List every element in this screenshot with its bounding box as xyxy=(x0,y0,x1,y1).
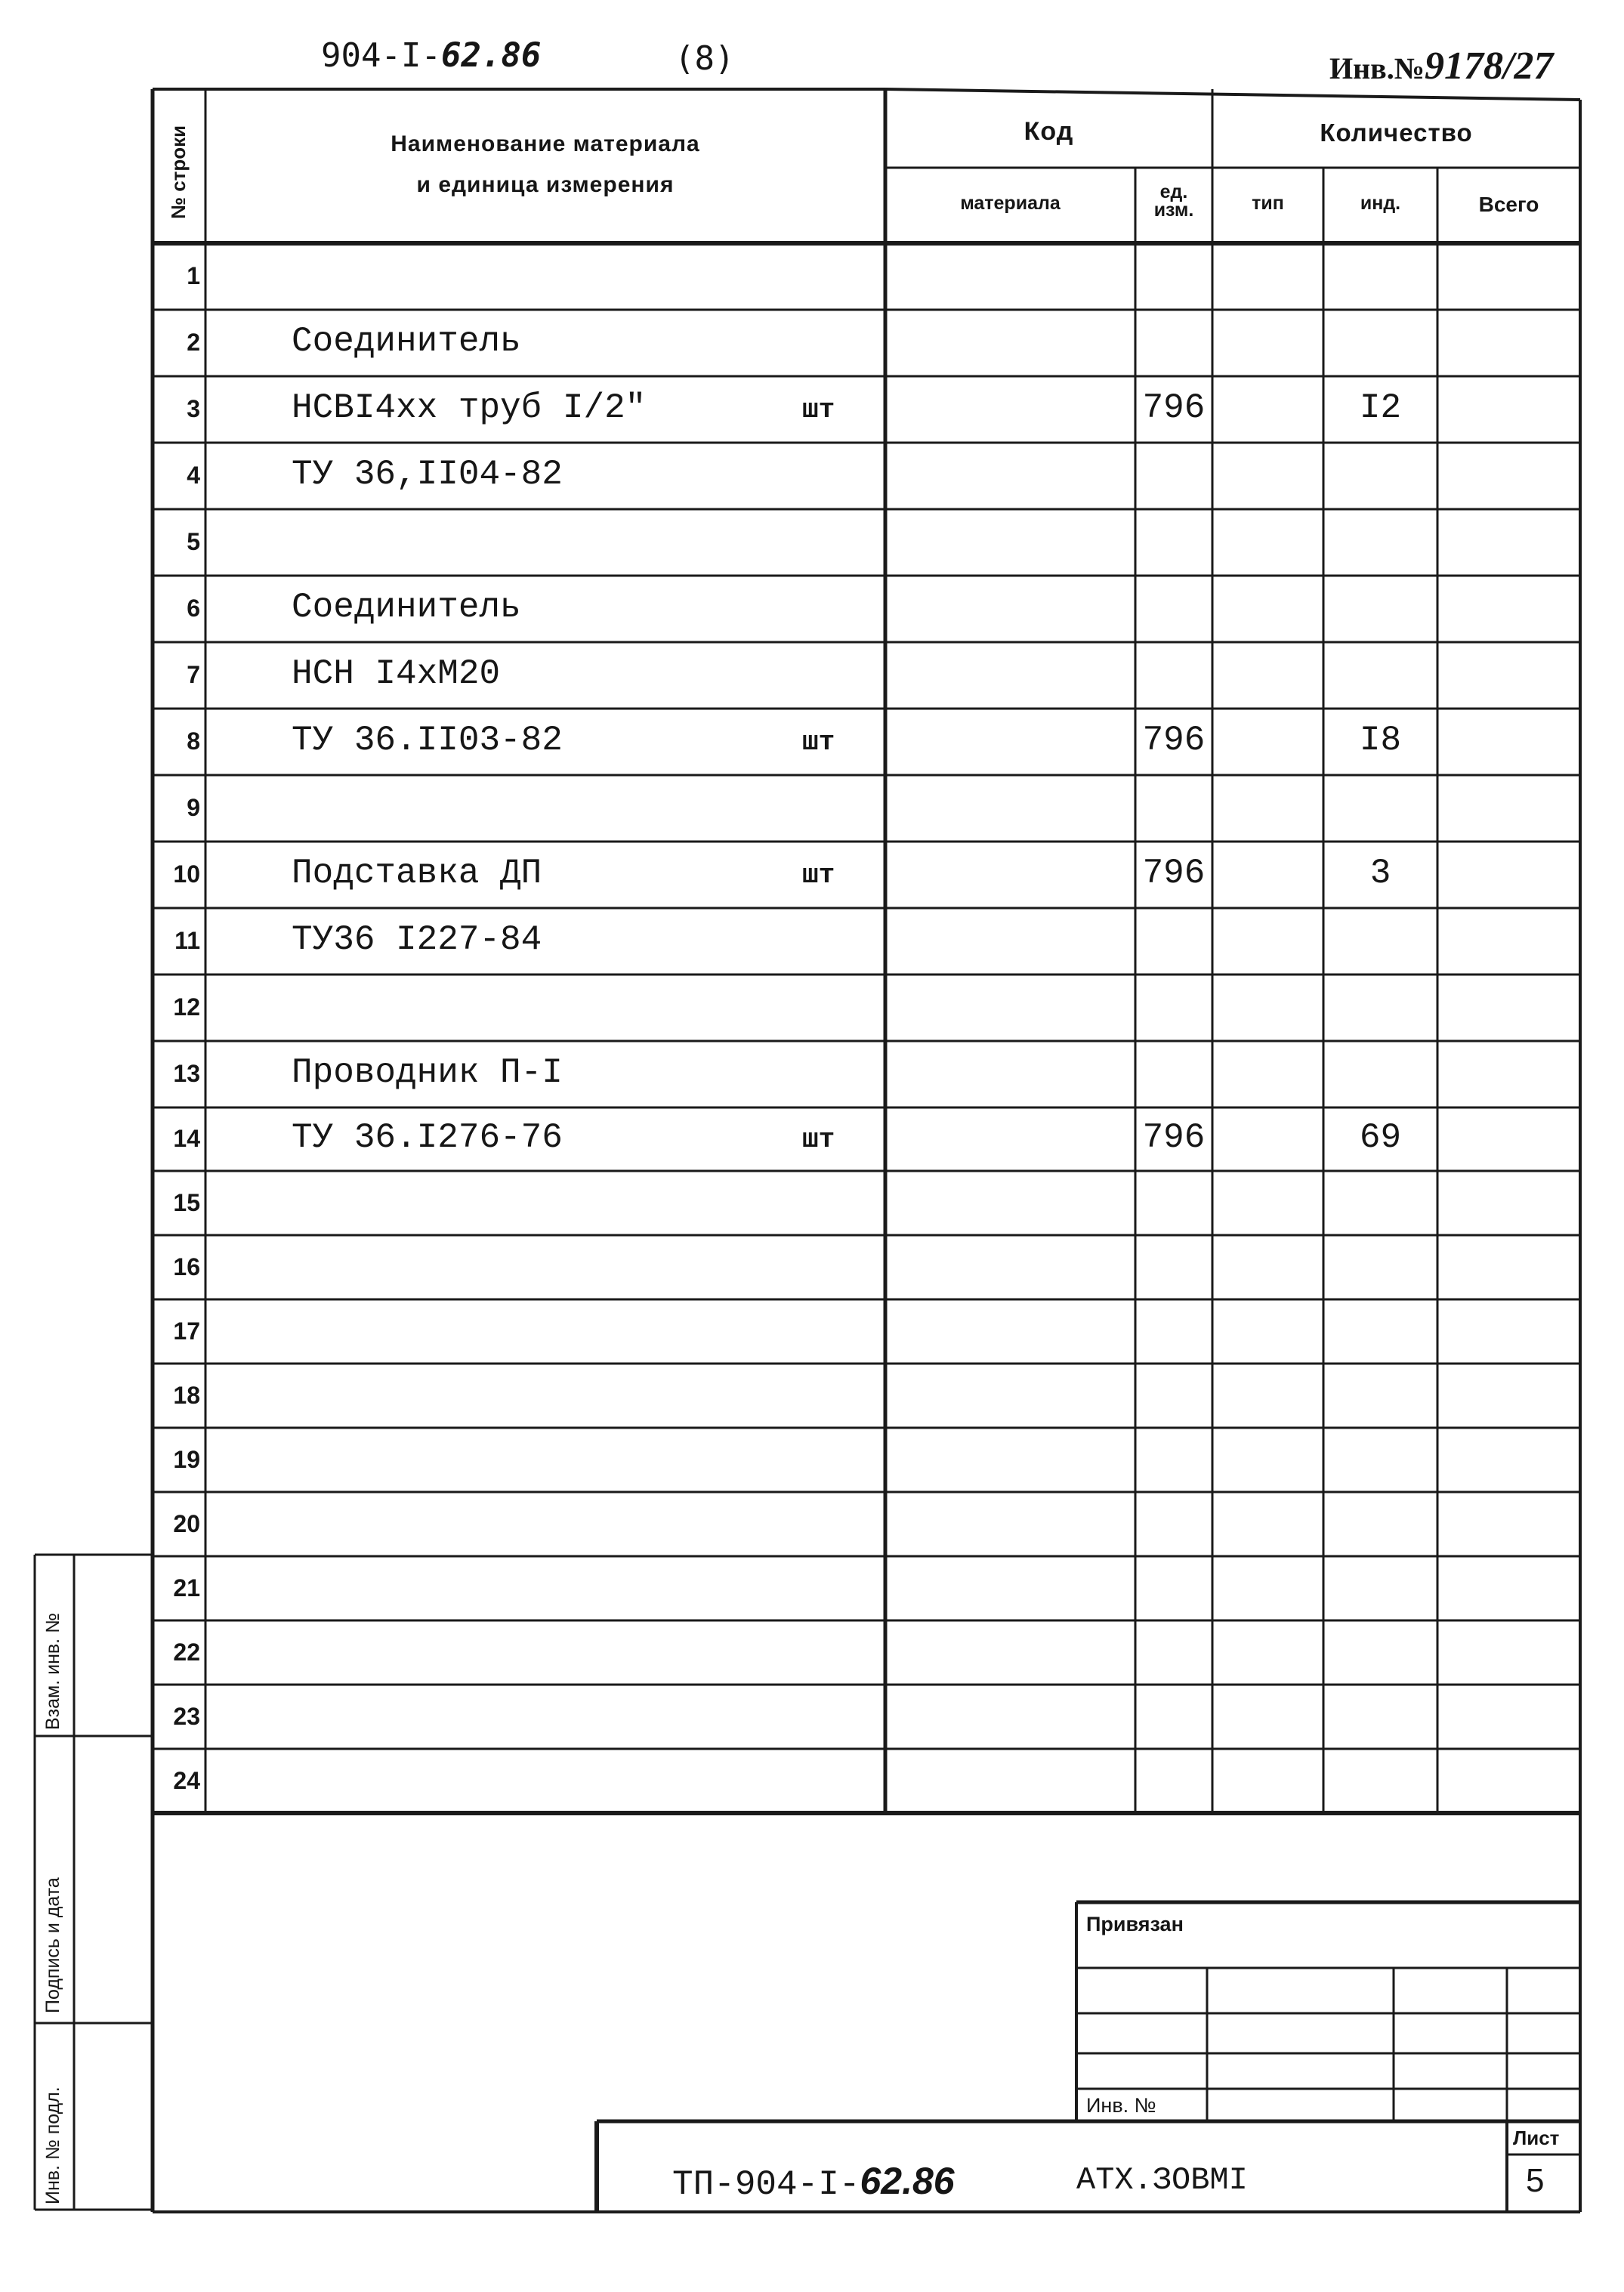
row-code-unit: 796 xyxy=(1142,721,1206,760)
row-number: 17 xyxy=(173,1317,200,1345)
row-number: 21 xyxy=(173,1574,200,1602)
row-unit: шт xyxy=(802,1124,835,1155)
row-code-unit: 796 xyxy=(1142,854,1206,893)
row-name: Соединитель xyxy=(292,322,521,361)
row-name: НСВI4хх труб I/2" xyxy=(292,388,647,428)
row-number: 14 xyxy=(173,1125,200,1152)
row-qty-ind: I2 xyxy=(1359,388,1402,428)
row-number: 6 xyxy=(187,595,200,622)
row-number: 9 xyxy=(187,794,200,821)
row-unit: шт xyxy=(802,394,835,425)
header-qty-ind: инд. xyxy=(1360,193,1401,214)
row-number: 16 xyxy=(173,1253,200,1280)
row-number: 8 xyxy=(187,727,200,755)
row-number: 15 xyxy=(173,1188,200,1216)
row-number: 12 xyxy=(173,993,200,1021)
document-suffix: АТХ.ЗОВМI xyxy=(1076,2162,1248,2198)
row-number: 3 xyxy=(187,395,200,422)
document-designation-handwritten: 62.86 xyxy=(860,2160,955,2202)
row-number: 10 xyxy=(173,860,200,888)
margin-podpis-data: Подпись и дата xyxy=(42,1877,63,2013)
row-number: 1 xyxy=(187,262,200,289)
row-number: 22 xyxy=(173,1638,200,1666)
page-number-parenthesized: (8) xyxy=(675,39,735,78)
header-row-number: № строки xyxy=(167,125,190,219)
row-name: Проводник П-I xyxy=(292,1053,563,1092)
row-code-unit: 796 xyxy=(1142,1118,1206,1157)
document-designation-prefix: ТП-904-I- xyxy=(672,2165,860,2204)
header-name-line1: Наименование материала xyxy=(391,131,700,156)
row-number: 23 xyxy=(173,1702,200,1730)
header-code-unit-line2: изм. xyxy=(1153,199,1194,221)
row-number: 20 xyxy=(173,1509,200,1537)
stamp-privyazan: Привязан xyxy=(1086,1913,1184,1935)
row-number: 11 xyxy=(174,927,200,954)
row-number: 18 xyxy=(173,1381,200,1409)
row-number: 13 xyxy=(173,1060,200,1087)
row-number: 7 xyxy=(187,661,200,688)
header-qty-total: Всего xyxy=(1478,193,1539,216)
row-number: 24 xyxy=(173,1766,200,1794)
header-code-unit xyxy=(1135,183,1212,219)
inventory-value: 9178/27 xyxy=(1424,45,1554,88)
row-name: НСН I4хМ20 xyxy=(292,654,501,693)
row-unit: шт xyxy=(802,727,835,758)
margin-inv-podl: Инв. № подл. xyxy=(42,2087,63,2204)
header-code-unit-line1: ед. xyxy=(1159,181,1188,202)
row-qty-ind: I8 xyxy=(1359,721,1402,760)
header-qty-group: Количество xyxy=(1320,119,1473,147)
header-name-line2: и единица измерения xyxy=(416,172,675,197)
row-number: 5 xyxy=(187,528,200,555)
row-name: Подставка ДП xyxy=(292,854,542,893)
sheet-number: 5 xyxy=(1526,2162,1545,2199)
row-name: ТУ 36.II03-82 xyxy=(292,721,563,760)
row-unit: шт xyxy=(802,860,835,891)
sheet-label: Лист xyxy=(1513,2127,1560,2149)
header-code-group: Код xyxy=(1023,117,1074,146)
row-qty-ind: 69 xyxy=(1359,1118,1402,1157)
row-number: 19 xyxy=(173,1445,200,1473)
row-name: ТУ 36,II04-82 xyxy=(292,455,563,494)
document-code-prefix: 904-I- xyxy=(321,36,441,75)
row-code-unit: 796 xyxy=(1142,388,1206,428)
margin-vzam-inv: Взам. инв. № xyxy=(42,1613,63,1730)
document-designation xyxy=(672,2159,955,2204)
document-code-handwritten: 62.86 xyxy=(440,36,542,75)
row-number: 4 xyxy=(187,462,200,489)
row-number: 2 xyxy=(187,329,200,356)
stamp-inv-no: Инв. № xyxy=(1086,2094,1156,2117)
row-qty-ind: 3 xyxy=(1369,854,1391,893)
header-code-material: материала xyxy=(960,193,1061,214)
header-qty-type: тип xyxy=(1252,193,1284,214)
row-name: Соединитель xyxy=(292,588,521,627)
row-name: ТУ 36.I276-76 xyxy=(292,1118,563,1157)
inventory-label: Инв.№ xyxy=(1329,51,1425,85)
row-name: ТУ36 I227-84 xyxy=(292,920,542,959)
